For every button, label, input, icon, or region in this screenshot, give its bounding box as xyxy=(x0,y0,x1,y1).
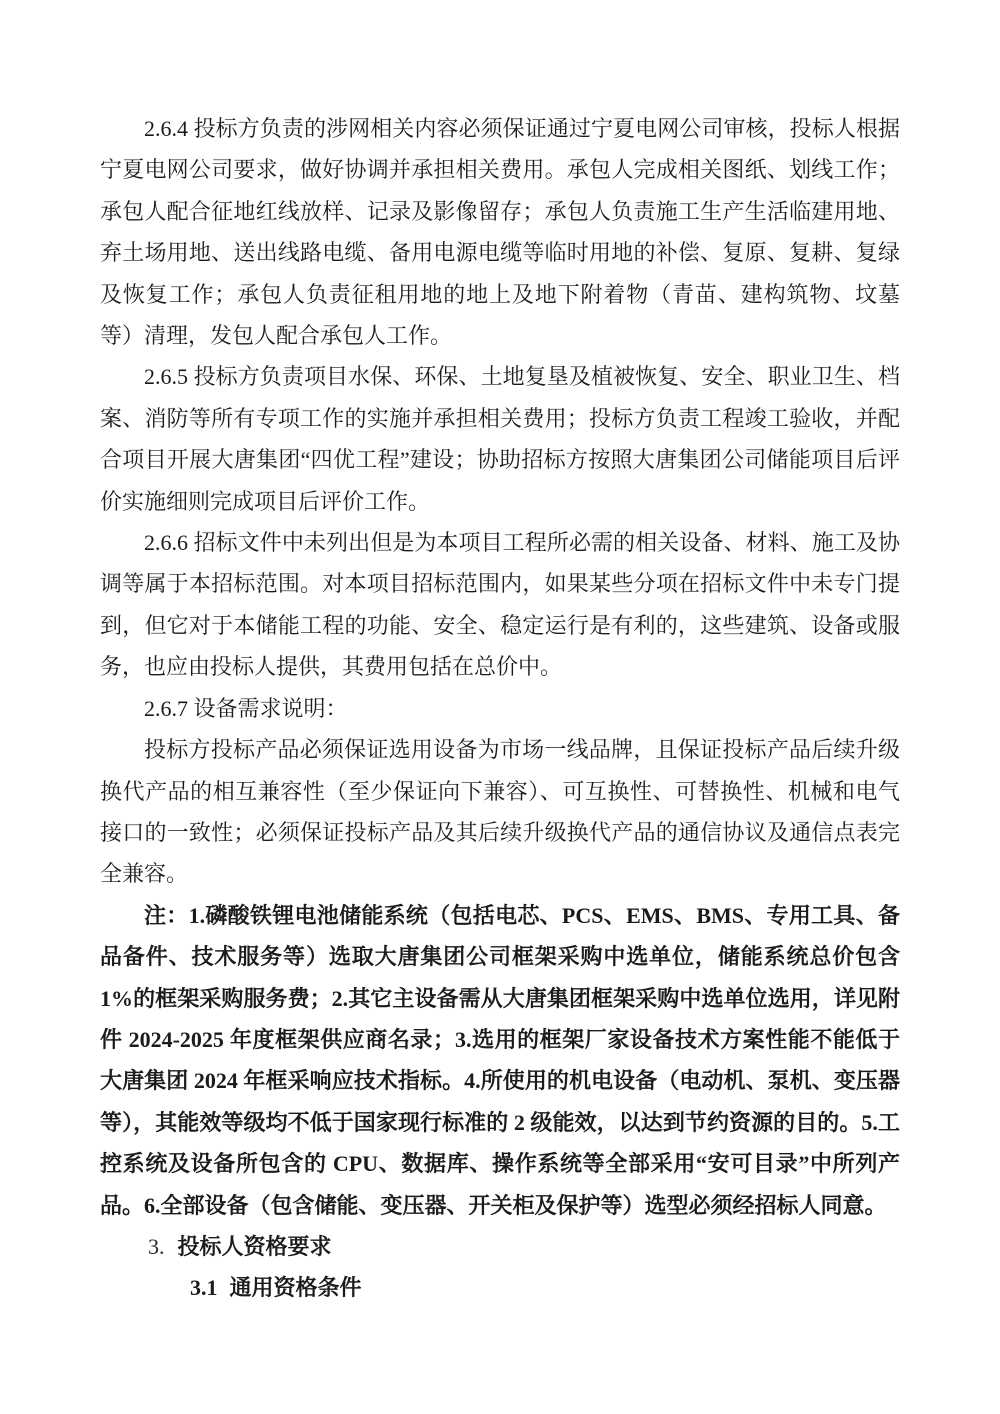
paragraph-2-6-5: 2.6.5 投标方负责项目水保、环保、土地复垦及植被恢复、安全、职业卫生、档案、消防等所有专项工作的实施并承担相关费用；投标方负责工程竣工验收，并配合项目开展大唐集团“四优工程”建设；协助招标方按照大唐集团公司储能项目后评价实施细则完成项目后评价工作。 xyxy=(100,364,900,514)
paragraph-equipment-requirements: 投标方投标产品必须保证选用设备为市场一线品牌，且保证投标产品后续升级换代产品的相互兼容性（至少保证向下兼容）、可互换性、可替换性、机械和电气接口的一致性；必须保证投标产品及其后续升级换代产品的通信协议及通信点表完全兼容。 xyxy=(100,737,900,887)
heading-section-3 xyxy=(100,1226,900,1267)
heading-section-3-1 xyxy=(100,1267,900,1308)
section-3-title: 投标人资格要求 xyxy=(177,1233,332,1259)
document-body xyxy=(100,0,900,1309)
section-3-1-title: 通用资格条件 xyxy=(229,1275,362,1301)
paragraph-2-6-6: 2.6.6 招标文件中未列出但是为本项目工程所必需的相关设备、材料、施工及协调等属于本招标范围。对本项目招标范围内，如果某些分项在招标文件中未专门提到，但它对于本储能工程的功能、安全、稳定运行是有利的，这些建筑、设备或服务，也应由投标人提供，其费用包括在总价中。 xyxy=(100,530,900,680)
paragraph-note: 注：1.磷酸铁锂电池储能系统（包括电芯、PCS、EMS、BMS、专用工具、备品备件、技术服务等）选取大唐集团公司框架采购中选单位，储能系统总价包含 1%的框架采购服务费；2.其它主设备需从大唐集团框架采购中选单位选用，详见附件 2024-2025 年度框架供应商名录；3.选用的框架厂家设备技术方案性能不能低于大唐集团 2024 年框采响应技术指标。4.所使用的机电设备（电动机、泵机、变压器等），其能效等级均不低于国家现行标准的 2 级能效，以达到节约资源的目的。5.工控系统及设备所包含的 CPU、数据库、操作系统等全部采用“安可目录”中所列产品。6.全部设备（包含储能、变压器、开关柜及保护等）选型必须经招标人同意。 xyxy=(100,902,900,1218)
paragraph-2-6-4: 2.6.4 投标方负责的涉网相关内容必须保证通过宁夏电网公司审核，投标人根据宁夏电网公司要求，做好协调并承担相关费用。承包人完成相关图纸、划线工作；承包人配合征地红线放样、记录及影像留存；承包人负责施工生产生活临建用地、弃土场用地、送出线路电缆、备用电源电缆等临时用地的补偿、复原、复耕、复绿及恢复工作；承包人负责征租用地的地上及地下附着物（青苗、建构筑物、坟墓等）清理，发包人配合承包人工作。 xyxy=(100,116,900,349)
section-3-number: 3. xyxy=(148,1233,165,1259)
section-3-1-number: 3.1 xyxy=(190,1275,218,1301)
paragraph-2-6-7-heading: 2.6.7 设备需求说明： xyxy=(144,695,348,721)
